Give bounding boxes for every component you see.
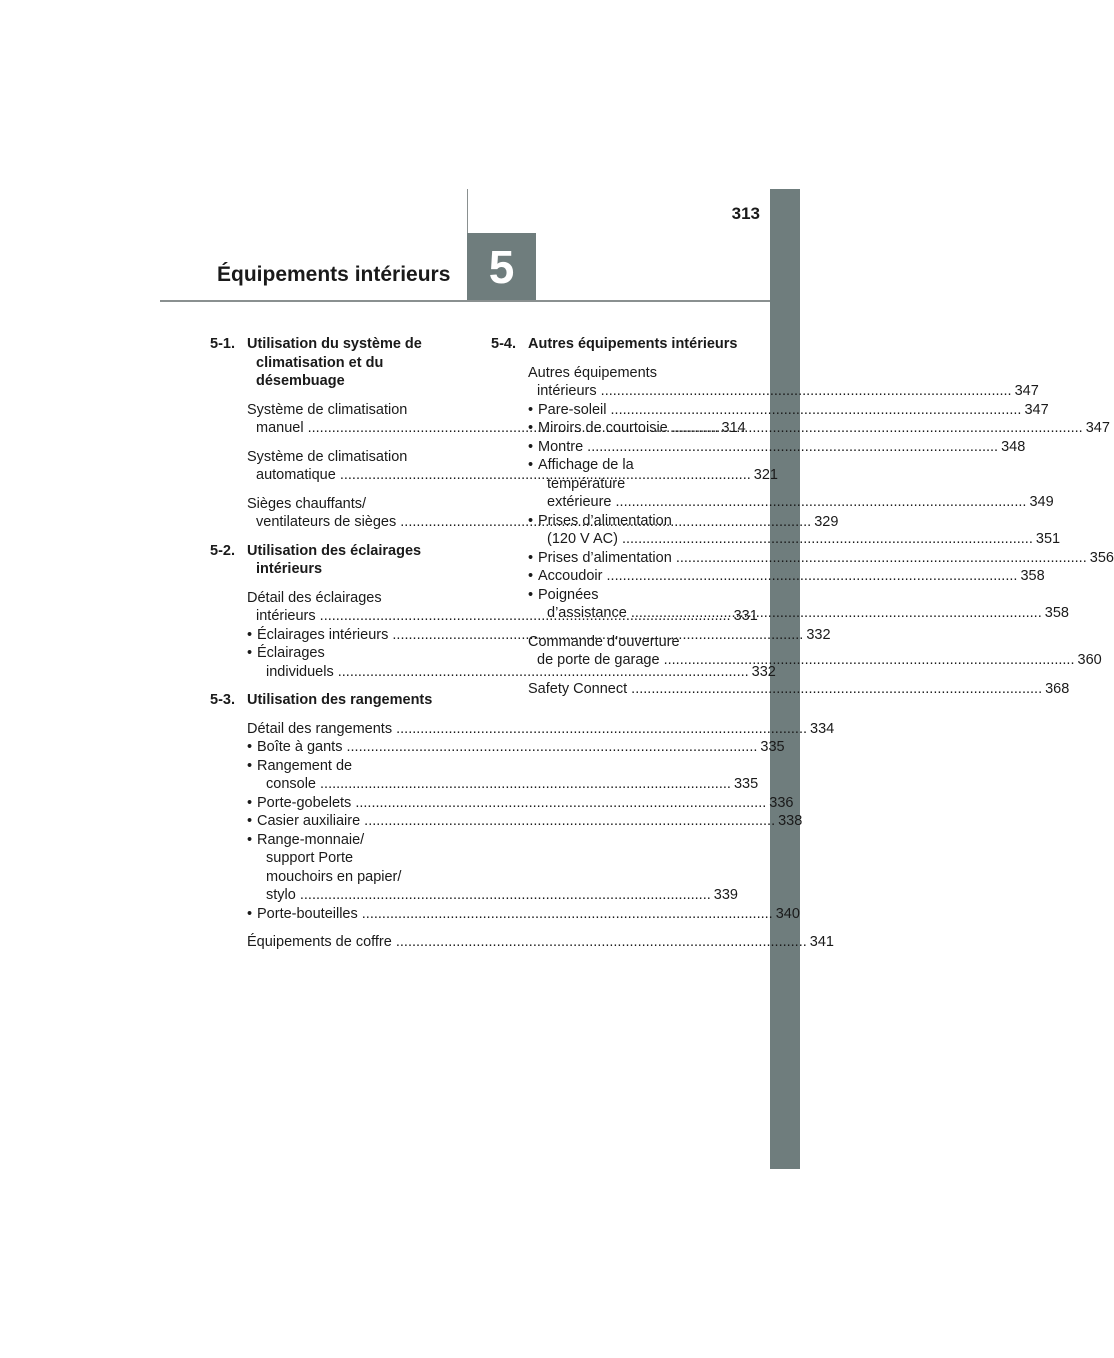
toc-leader-line (538, 604, 1069, 623)
toc-entry-text: Détail des éclairages (247, 589, 382, 606)
toc-section-heading[interactable] (210, 691, 462, 710)
toc-page-ref[interactable]: 334 (810, 720, 835, 737)
toc-leader-line (257, 886, 738, 905)
toc-page-ref[interactable]: 351 (1035, 531, 1061, 547)
toc-subentry-body (257, 757, 758, 794)
toc-page-ref[interactable]: 331 (733, 608, 758, 624)
toc-leader-line (538, 567, 1045, 586)
bullet-icon: • (247, 739, 253, 755)
toc-subentry[interactable] (247, 794, 794, 813)
toc-entry-text: manuel ..... (256, 420, 719, 436)
toc-subentry-body (538, 512, 1060, 549)
toc-leader-line (538, 530, 1060, 549)
toc-subentry[interactable] (528, 567, 1045, 586)
toc-entry-text: Éclairages (257, 645, 325, 661)
toc-subentry[interactable] (247, 831, 738, 905)
toc-entry-text: Accoudoir ..... (538, 568, 1017, 584)
toc-page-ref[interactable]: 335 (733, 776, 759, 792)
toc-subentry[interactable] (528, 549, 1114, 568)
toc-leader-line (528, 382, 1039, 401)
section-title: Utilisation des rangements (247, 692, 433, 708)
toc-entry-text: Prises d’alimentation ..... (538, 550, 1087, 566)
toc-entry-text: Poignées (538, 586, 599, 603)
toc-page-ref[interactable]: 358 (1044, 605, 1069, 621)
toc-entry-text: console ..... (266, 776, 731, 792)
toc-leader-line (538, 438, 1025, 457)
toc-subentry-body (538, 456, 1054, 512)
toc-entry-text: intérieurs ..... (256, 608, 731, 624)
bullet-icon: • (247, 831, 253, 848)
toc-subentry-body (538, 567, 1045, 586)
toc-subentry-body (257, 831, 738, 905)
toc-page-ref[interactable]: 339 (713, 887, 738, 903)
toc-leader-line (257, 775, 758, 794)
toc-subentry-body (257, 738, 785, 757)
toc-section-heading[interactable] (210, 335, 462, 391)
toc-page-ref[interactable]: 332 (806, 626, 831, 643)
section-title: Utilisation des éclairages intérieurs (247, 542, 422, 577)
toc-subentry-body (538, 438, 1025, 457)
section-number: 5-3. (210, 692, 235, 708)
toc-subentry[interactable] (528, 419, 1110, 438)
toc-entry-text: Système de climatisation (247, 401, 408, 418)
toc-page-ref[interactable]: 358 (1020, 568, 1045, 584)
toc-page-ref[interactable]: 347 (1024, 401, 1049, 418)
toc-subentry-body (538, 586, 1069, 623)
toc-page-ref[interactable]: 347 (1014, 383, 1039, 399)
toc-entry-text: (120 V AC) ..... (547, 531, 1033, 547)
toc-entry-text: Sièges chauffants/ (247, 495, 367, 512)
toc-entry-text: stylo ..... (266, 887, 711, 903)
toc-subentry[interactable] (247, 905, 800, 924)
toc-subentry-body (538, 401, 1049, 420)
toc-leader-line (538, 549, 1114, 568)
toc-entry-text: extérieure ..... (547, 494, 1026, 510)
toc-entry-text: Équipements de coffre ..... (247, 934, 807, 950)
toc-leader-line (528, 680, 1070, 699)
toc-page-ref[interactable]: 336 (769, 794, 794, 811)
bullet-icon: • (528, 420, 534, 436)
toc-page-ref[interactable]: 368 (1045, 680, 1070, 697)
toc-entry[interactable] (528, 680, 1070, 699)
toc-entry-text: d’assistance ..... (547, 605, 1042, 621)
toc-entry-text: Affichage de la (538, 457, 634, 473)
toc-entry-text: de porte de garage ..... (537, 652, 1075, 668)
toc-entry-text: Miroirs de courtoisie ..... (538, 420, 1083, 436)
toc-leader-line (528, 651, 1102, 670)
toc-entry-text: Safety Connect ..... (528, 681, 1042, 697)
toc-subentry[interactable] (528, 401, 1049, 420)
toc-subentry-body (257, 905, 800, 924)
toc-section (210, 691, 835, 952)
toc-page-ref[interactable]: 329 (814, 514, 839, 530)
toc-leader-line (538, 401, 1049, 420)
toc-leader-line (257, 812, 802, 831)
toc-entry-text: Porte-gobelets ..... (257, 795, 766, 811)
toc-page-ref[interactable]: 332 (751, 663, 776, 680)
header-divider-horizontal (160, 300, 770, 302)
toc-page-ref[interactable]: 340 (775, 905, 800, 922)
toc-leader-line (538, 493, 1054, 512)
toc-subentry[interactable] (247, 812, 803, 831)
toc-section-heading[interactable] (210, 542, 462, 579)
toc-page-ref[interactable]: 321 (753, 467, 778, 483)
bullet-icon: • (528, 512, 534, 529)
toc-entry-text: Autres équipements (528, 364, 657, 381)
section-number: 5-1. (210, 336, 235, 352)
toc-entry[interactable] (247, 720, 835, 924)
bullet-icon: • (247, 626, 253, 643)
page-number: 313 (731, 204, 760, 223)
toc-entry-text: Rangement de (257, 757, 353, 774)
toc-page-ref[interactable]: 360 (1077, 652, 1102, 668)
chapter-title: Équipements intérieurs (217, 263, 451, 286)
bullet-icon: • (247, 813, 253, 829)
toc-leader-line (257, 905, 800, 924)
toc-entry-text: automatique ..... (256, 467, 751, 483)
toc-entry-text: Range-monnaie/ (257, 831, 365, 848)
toc-leader-line (257, 738, 785, 757)
toc-entry-text: Détail des rangements ..... (247, 721, 807, 737)
toc-entry-text: Montre ..... (538, 439, 998, 455)
toc-subentry-body (257, 794, 793, 813)
toc-section-heading[interactable] (491, 335, 743, 354)
bullet-icon: • (247, 794, 253, 811)
toc-page-ref[interactable]: 338 (778, 813, 803, 829)
bullet-icon: • (528, 568, 534, 584)
toc-entry-text: Commande d’ouverture (528, 633, 680, 650)
toc-entry[interactable] (247, 933, 834, 952)
toc-page-ref[interactable]: 341 (809, 934, 834, 950)
toc-page-ref[interactable]: 348 (1001, 438, 1026, 455)
bullet-icon: • (528, 457, 534, 473)
toc-entry-text: Boîte à gants ..... (257, 739, 757, 755)
toc-entry-text: Porte-bouteilles ..... (257, 906, 773, 922)
section-number: 5-2. (210, 542, 235, 559)
toc-subentry[interactable] (247, 738, 785, 757)
toc-leader-line (257, 794, 793, 813)
toc-subentry-body (257, 812, 802, 831)
bullet-icon: • (247, 905, 253, 922)
toc-entry-text: Éclairages intérieurs ..... (257, 627, 803, 643)
toc-page-ref[interactable]: 349 (1029, 494, 1054, 510)
section-number: 5-4. (491, 336, 516, 352)
toc-page-ref[interactable]: 347 (1085, 420, 1110, 436)
toc-entry-text: ventilateurs de sièges ..... (256, 514, 811, 530)
toc-page-ref[interactable]: 335 (760, 739, 785, 755)
bullet-icon: • (247, 757, 253, 774)
toc-entry-text: Pare-soleil ..... (538, 402, 1021, 418)
bullet-icon: • (528, 438, 534, 455)
section-title: Autres équipements intérieurs (528, 336, 738, 352)
bullet-icon: • (247, 645, 253, 661)
toc-entry-text: mouchoirs en papier/ (266, 868, 402, 885)
bullet-icon: • (528, 586, 534, 603)
bullet-icon: • (528, 401, 534, 418)
toc-entry-text: intérieurs ..... (537, 383, 1012, 399)
section-title: Utilisation du système de climatisation et du désembuage (247, 336, 422, 389)
toc-page-ref[interactable]: 356 (1089, 549, 1114, 566)
toc-subentry-body (538, 549, 1114, 568)
toc-subentry[interactable] (528, 438, 1026, 457)
toc-entry-text: température (547, 475, 626, 492)
toc-entry-text: Casier auxiliaire ..... (257, 813, 775, 829)
toc-entry-text: support Porte (266, 850, 354, 866)
toc-leader-line (247, 933, 834, 952)
toc-leader-line (247, 720, 835, 739)
toc-entry-text: individuels ..... (266, 664, 749, 680)
toc-leader-line (538, 419, 1110, 438)
chapter-number-box: 5 (467, 233, 536, 301)
toc-entry-text: Prises d’alimentation (538, 512, 672, 529)
toc-entry-text: Système de climatisation (247, 448, 408, 465)
toc-subentry[interactable] (247, 757, 759, 794)
toc-subentry-body (538, 419, 1110, 438)
toc-page-ref[interactable]: 314 (721, 420, 746, 436)
bullet-icon: • (528, 549, 534, 566)
